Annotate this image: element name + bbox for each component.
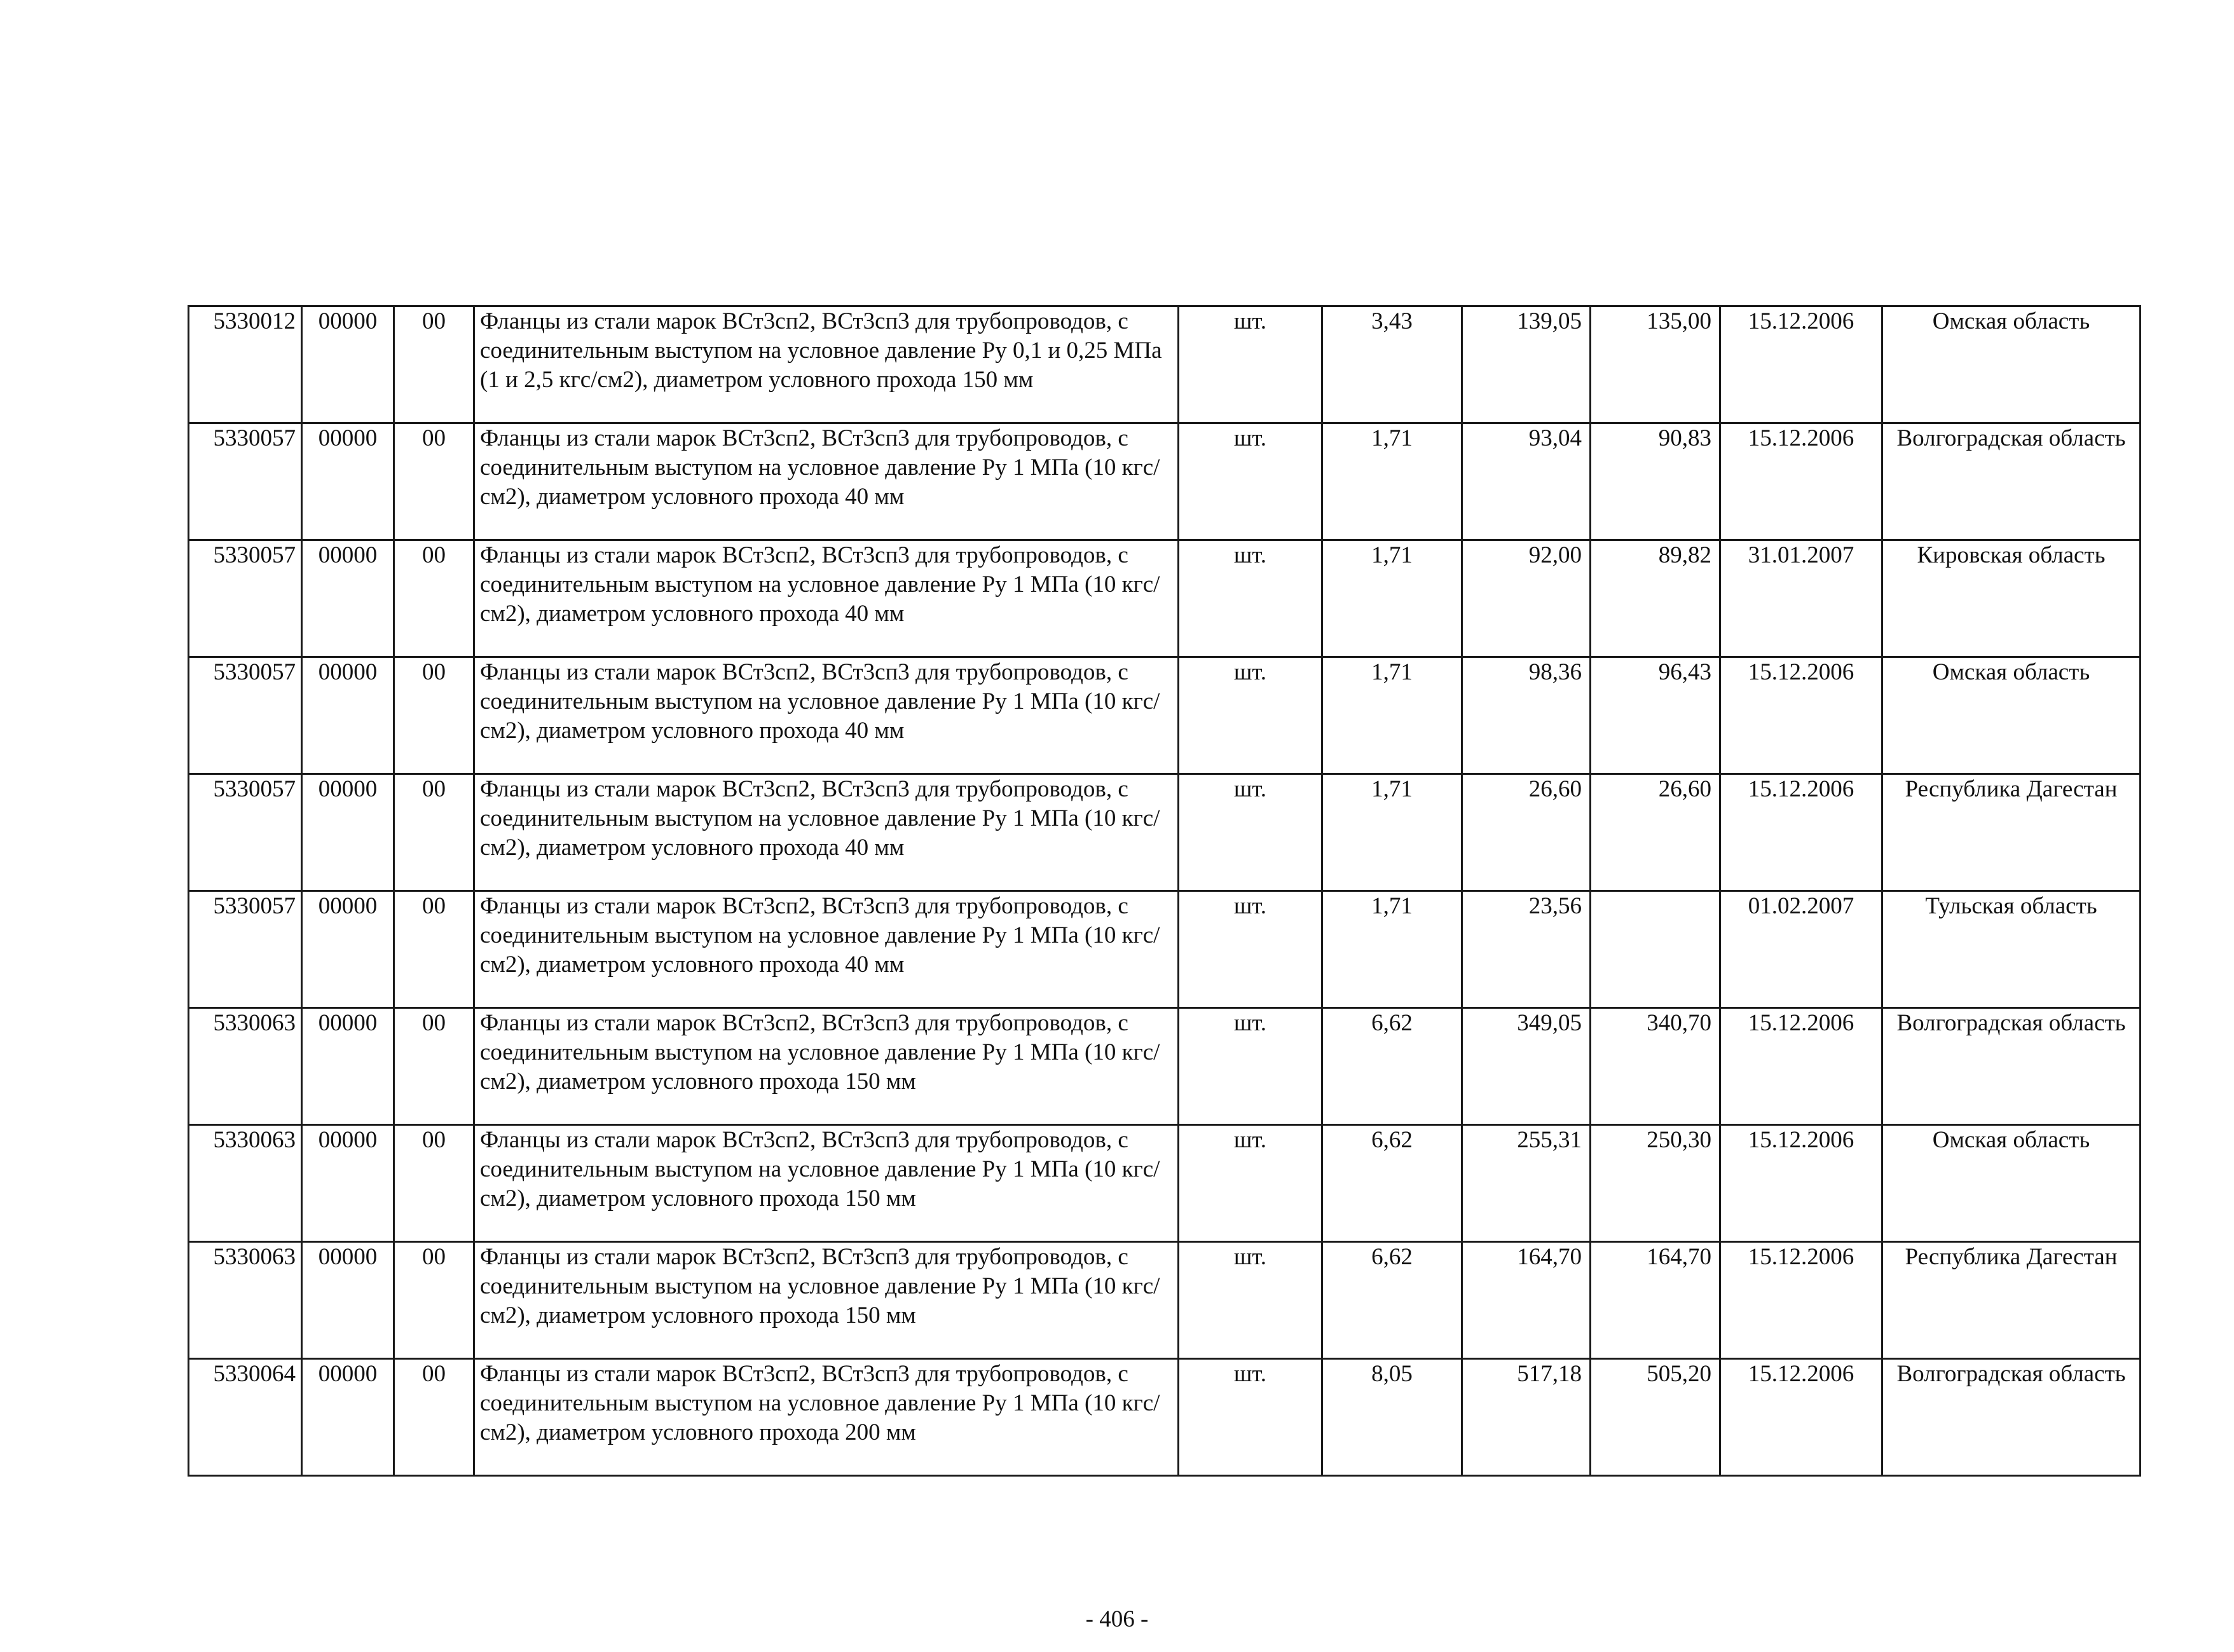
cell-subcode: 00000 <box>302 1125 394 1242</box>
cell-subcode: 00000 <box>302 1008 394 1125</box>
table-row <box>189 423 2141 540</box>
cell-unit: шт. <box>1179 891 1322 1008</box>
cell-weight: 6,62 <box>1322 1125 1462 1242</box>
cell-unit: шт. <box>1179 774 1322 891</box>
cell-weight: 1,71 <box>1322 540 1462 657</box>
cell-price-1: 517,18 <box>1462 1359 1591 1476</box>
table-row <box>189 657 2141 774</box>
cell-weight: 6,62 <box>1322 1008 1462 1125</box>
cell-region: Тульская область <box>1882 891 2141 1008</box>
cell-region: Республика Дагестан <box>1882 1242 2141 1359</box>
cell-unit: шт. <box>1179 657 1322 774</box>
cell-code: 5330063 <box>189 1125 302 1242</box>
cell-kind: 00 <box>394 306 474 423</box>
cell-price-2: 340,70 <box>1591 1008 1720 1125</box>
cell-date: 15.12.2006 <box>1720 306 1882 423</box>
table-row <box>189 774 2141 891</box>
cell-price-2: 89,82 <box>1591 540 1720 657</box>
cell-kind: 00 <box>394 423 474 540</box>
table-row <box>189 1008 2141 1125</box>
cell-description: Фланцы из стали марок ВСт3сп2, ВСт3сп3 для трубопроводов, с соединительным выступом на условное давление Ру 1 МПа (10 кгс/см2), диаметром условного прохода 150 мм <box>474 1242 1179 1359</box>
cell-price-1: 23,56 <box>1462 891 1591 1008</box>
cell-description: Фланцы из стали марок ВСт3сп2, ВСт3сп3 для трубопроводов, с соединительным выступом на условное давление Ру 1 МПа (10 кгс/см2), диаметром условного прохода 150 мм <box>474 1125 1179 1242</box>
cell-description: Фланцы из стали марок ВСт3сп2, ВСт3сп3 для трубопроводов, с соединительным выступом на условное давление Ру 1 МПа (10 кгс/см2), диаметром условного прохода 40 мм <box>474 423 1179 540</box>
cell-date: 15.12.2006 <box>1720 423 1882 540</box>
page-number: - 406 - <box>1085 1606 1149 1632</box>
cell-subcode: 00000 <box>302 1359 394 1476</box>
cell-region: Волгоградская область <box>1882 1008 2141 1125</box>
cell-weight: 1,71 <box>1322 891 1462 1008</box>
cell-code: 5330057 <box>189 540 302 657</box>
cell-unit: шт. <box>1179 1359 1322 1476</box>
cell-region: Омская область <box>1882 306 2141 423</box>
cell-date: 15.12.2006 <box>1720 657 1882 774</box>
cell-subcode: 00000 <box>302 540 394 657</box>
cell-date: 15.12.2006 <box>1720 1242 1882 1359</box>
cell-price-1: 255,31 <box>1462 1125 1591 1242</box>
cell-date: 01.02.2007 <box>1720 891 1882 1008</box>
cell-code: 5330012 <box>189 306 302 423</box>
cell-kind: 00 <box>394 1242 474 1359</box>
cell-price-2: 164,70 <box>1591 1242 1720 1359</box>
cell-kind: 00 <box>394 540 474 657</box>
cell-kind: 00 <box>394 1359 474 1476</box>
cell-unit: шт. <box>1179 1242 1322 1359</box>
cell-description: Фланцы из стали марок ВСт3сп2, ВСт3сп3 для трубопроводов, с соединительным выступом на условное давление Ру 1 МПа (10 кгс/см2), диаметром условного прохода 200 мм <box>474 1359 1179 1476</box>
cell-code: 5330063 <box>189 1008 302 1125</box>
cell-price-2: 505,20 <box>1591 1359 1720 1476</box>
cell-description: Фланцы из стали марок ВСт3сп2, ВСт3сп3 для трубопроводов, с соединительным выступом на условное давление Ру 1 МПа (10 кгс/см2), диаметром условного прохода 40 мм <box>474 774 1179 891</box>
cell-subcode: 00000 <box>302 657 394 774</box>
cell-code: 5330057 <box>189 891 302 1008</box>
cell-weight: 1,71 <box>1322 657 1462 774</box>
cell-price-2 <box>1591 891 1720 1008</box>
table-row <box>189 891 2141 1008</box>
cell-description: Фланцы из стали марок ВСт3сп2, ВСт3сп3 для трубопроводов, с соединительным выступом на условное давление Ру 1 МПа (10 кгс/см2), диаметром условного прохода 40 мм <box>474 657 1179 774</box>
cell-weight: 1,71 <box>1322 774 1462 891</box>
cell-subcode: 00000 <box>302 306 394 423</box>
cell-date: 15.12.2006 <box>1720 774 1882 891</box>
cell-code: 5330057 <box>189 657 302 774</box>
cell-region: Волгоградская область <box>1882 1359 2141 1476</box>
cell-date: 15.12.2006 <box>1720 1359 1882 1476</box>
cell-unit: шт. <box>1179 306 1322 423</box>
cell-region: Волгоградская область <box>1882 423 2141 540</box>
cell-price-1: 349,05 <box>1462 1008 1591 1125</box>
cell-price-2: 26,60 <box>1591 774 1720 891</box>
cell-kind: 00 <box>394 774 474 891</box>
cell-price-2: 96,43 <box>1591 657 1720 774</box>
table-row <box>189 306 2141 423</box>
table-row <box>189 540 2141 657</box>
cell-unit: шт. <box>1179 423 1322 540</box>
cell-price-1: 26,60 <box>1462 774 1591 891</box>
cell-region: Омская область <box>1882 657 2141 774</box>
cell-price-1: 139,05 <box>1462 306 1591 423</box>
cell-kind: 00 <box>394 657 474 774</box>
cell-date: 15.12.2006 <box>1720 1125 1882 1242</box>
cell-price-1: 92,00 <box>1462 540 1591 657</box>
table-row <box>189 1125 2141 1242</box>
table-row <box>189 1242 2141 1359</box>
cell-unit: шт. <box>1179 1008 1322 1125</box>
cell-unit: шт. <box>1179 1125 1322 1242</box>
cell-price-1: 98,36 <box>1462 657 1591 774</box>
cell-price-1: 164,70 <box>1462 1242 1591 1359</box>
price-table <box>188 305 2141 1477</box>
cell-price-2: 250,30 <box>1591 1125 1720 1242</box>
cell-region: Омская область <box>1882 1125 2141 1242</box>
cell-code: 5330064 <box>189 1359 302 1476</box>
cell-weight: 8,05 <box>1322 1359 1462 1476</box>
cell-description: Фланцы из стали марок ВСт3сп2, ВСт3сп3 для трубопроводов, с соединительным выступом на условное давление Ру 0,1 и 0,25 МПа (1 и 2,5 кгс/см2), диаметром условного прохода 150 мм <box>474 306 1179 423</box>
cell-description: Фланцы из стали марок ВСт3сп2, ВСт3сп3 для трубопроводов, с соединительным выступом на условное давление Ру 1 МПа (10 кгс/см2), диаметром условного прохода 150 мм <box>474 1008 1179 1125</box>
table-row <box>189 1359 2141 1476</box>
cell-price-2: 135,00 <box>1591 306 1720 423</box>
cell-code: 5330057 <box>189 774 302 891</box>
cell-subcode: 00000 <box>302 891 394 1008</box>
cell-date: 15.12.2006 <box>1720 1008 1882 1125</box>
cell-kind: 00 <box>394 891 474 1008</box>
cell-kind: 00 <box>394 1125 474 1242</box>
cell-kind: 00 <box>394 1008 474 1125</box>
cell-region: Кировская область <box>1882 540 2141 657</box>
cell-subcode: 00000 <box>302 423 394 540</box>
cell-price-2: 90,83 <box>1591 423 1720 540</box>
table-body <box>189 306 2141 1476</box>
cell-weight: 6,62 <box>1322 1242 1462 1359</box>
cell-description: Фланцы из стали марок ВСт3сп2, ВСт3сп3 для трубопроводов, с соединительным выступом на условное давление Ру 1 МПа (10 кгс/см2), диаметром условного прохода 40 мм <box>474 891 1179 1008</box>
cell-code: 5330057 <box>189 423 302 540</box>
cell-subcode: 00000 <box>302 774 394 891</box>
cell-date: 31.01.2007 <box>1720 540 1882 657</box>
cell-weight: 3,43 <box>1322 306 1462 423</box>
cell-description: Фланцы из стали марок ВСт3сп2, ВСт3сп3 для трубопроводов, с соединительным выступом на условное давление Ру 1 МПа (10 кгс/см2), диаметром условного прохода 40 мм <box>474 540 1179 657</box>
cell-region: Республика Дагестан <box>1882 774 2141 891</box>
cell-weight: 1,71 <box>1322 423 1462 540</box>
cell-price-1: 93,04 <box>1462 423 1591 540</box>
cell-subcode: 00000 <box>302 1242 394 1359</box>
cell-code: 5330063 <box>189 1242 302 1359</box>
cell-unit: шт. <box>1179 540 1322 657</box>
